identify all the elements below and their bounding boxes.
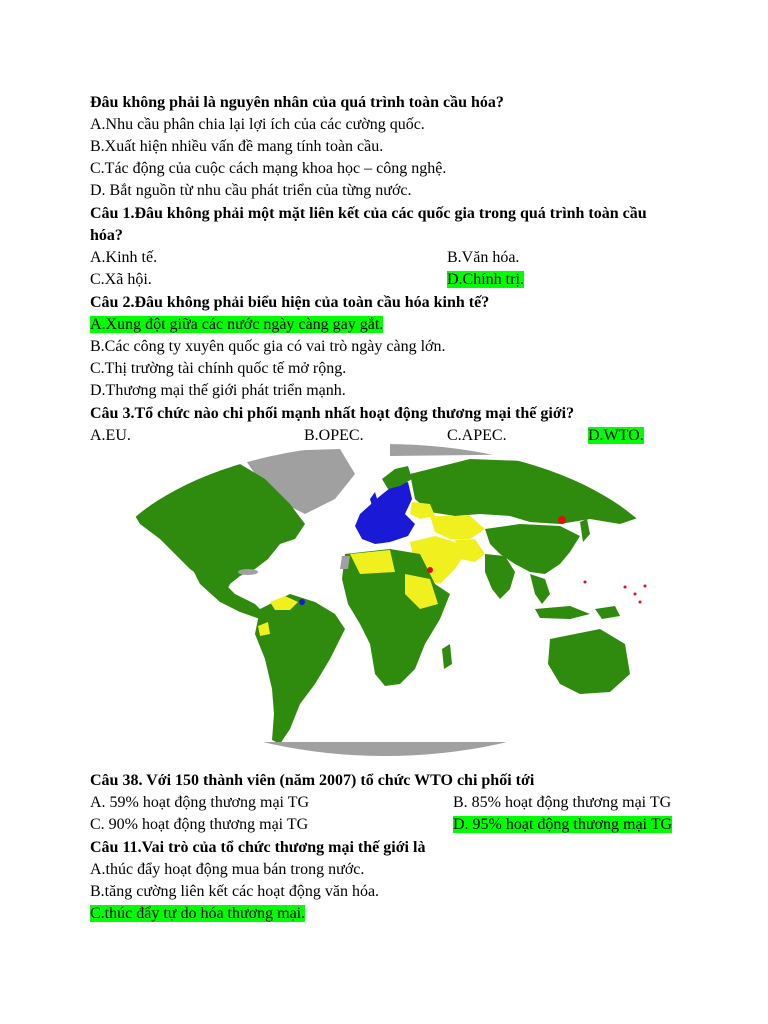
answer-option-a: A.Nhu cầu phân chia lại lợi ích của các cường quốc. <box>90 116 425 133</box>
question-1-title-cont: hóa? <box>90 227 123 244</box>
map-pacific-island <box>644 585 647 588</box>
q2-option-a-correct: A.Xung đột giữa các nước ngày càng gay gắt. <box>90 316 384 333</box>
q38-option-c: C. 90% hoạt động thương mại TG <box>90 816 309 833</box>
q1-option-b: B.Văn hóa. <box>447 249 520 266</box>
question-3-title: Câu 3.Tổ chức nào chi phối mạnh nhất hoạt động thương mại thế giới? <box>90 405 575 422</box>
map-pacific-island <box>634 593 637 596</box>
q1-option-d-correct: D.Chính trị. <box>447 271 524 288</box>
map-new-zealand <box>655 684 665 706</box>
q3-option-d-correct: D.WTO. <box>588 427 644 444</box>
wto-world-map <box>90 444 680 756</box>
map-eritrea <box>427 567 433 573</box>
map-russia <box>410 459 660 524</box>
q1-option-c: C.Xã hội. <box>90 271 152 288</box>
q38-option-a: A. 59% hoạt động thương mại TG <box>90 794 310 811</box>
map-french-guiana <box>299 599 305 605</box>
answer-option-b: B.Xuất hiện nhiều vấn đề mang tính toàn cầu. <box>90 138 384 155</box>
q11-option-a: A.thúc đẩy hoạt động mua bán trong nước. <box>90 861 365 878</box>
q3-option-a: A.EU. <box>90 427 131 444</box>
q2-option-b: B.Các công ty xuyên quốc gia có vai trò ngày càng lớn. <box>90 338 446 355</box>
q38-option-d-correct: D. 95% hoạt động thương mại TG <box>453 816 673 833</box>
q11-option-b: B.tăng cường liên kết các hoạt động văn hóa. <box>90 883 380 900</box>
question-2-title: Câu 2.Đâu không phải biểu hiện của toàn cầu hóa kinh tế? <box>90 294 490 311</box>
q3-option-b: B.OPEC. <box>304 427 364 444</box>
question-11-title: Câu 11.Vai trò của tổ chức thương mại thế giới là <box>90 839 426 856</box>
q3-option-c: C.APEC. <box>447 427 507 444</box>
q38-option-b: B. 85% hoạt động thương mại TG <box>453 794 672 811</box>
map-pacific-island <box>584 581 587 584</box>
map-pacific-island <box>639 601 642 604</box>
q2-option-d: D.Thương mại thế giới phát triển mạnh. <box>90 382 346 399</box>
question-1-title: Câu 1.Đâu không phải một mặt liên kết của các quốc gia trong quá trình toàn cầu <box>90 205 647 222</box>
question-38-title: Câu 38. Với 150 thành viên (năm 2007) tổ chức WTO chi phối tới <box>90 772 535 789</box>
q2-option-c: C.Thị trường tài chính quốc tế mở rộng. <box>90 360 347 377</box>
map-antarctica <box>90 742 680 756</box>
map-arctic <box>390 444 570 456</box>
q1-option-a: A.Kinh tế. <box>90 249 158 266</box>
map-north-korea <box>558 516 566 524</box>
map-pacific-island <box>624 586 627 589</box>
map-cuba <box>238 569 258 575</box>
question-title: Đâu không phải là nguyên nhân của quá trình toàn cầu hóa? <box>90 94 504 111</box>
answer-option-c: C.Tác động của cuộc cách mạng khoa học – công nghệ. <box>90 160 447 177</box>
answer-option-d: D. Bắt nguồn từ nhu cầu phát triển của từng nước. <box>90 182 412 199</box>
q11-option-c-correct: C.thúc đẩy tự do hóa thương mại. <box>90 905 306 922</box>
